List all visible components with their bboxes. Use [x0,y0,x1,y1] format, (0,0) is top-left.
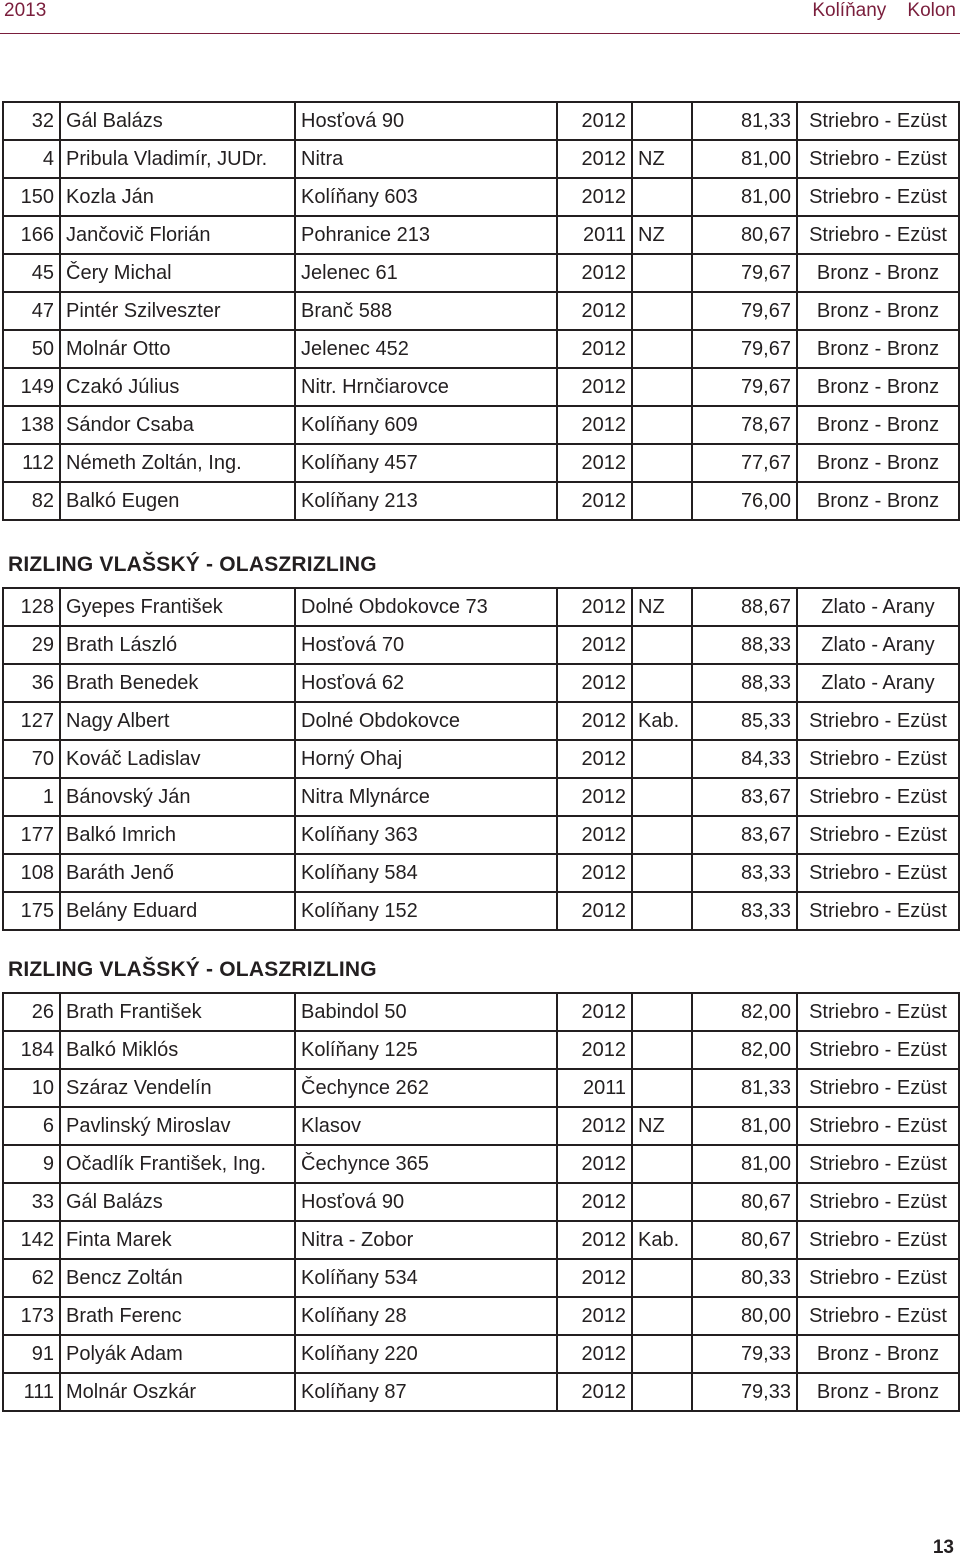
vintage-cell: 2012 [557,1259,632,1297]
note-cell [632,102,692,140]
location-cell: Hosťová 90 [295,1183,557,1221]
vintage-cell: 2012 [557,1145,632,1183]
table-row [3,406,959,444]
producer-name-cell: Molnár Oszkár [60,1373,295,1411]
note-cell [632,854,692,892]
medal-cell: Striebro - Ezüst [797,1297,959,1335]
vintage-cell: 2012 [557,816,632,854]
medal-cell: Bronz - Bronz [797,254,959,292]
location-cell: Klasov [295,1107,557,1145]
medal-cell: Striebro - Ezüst [797,1031,959,1069]
table-row [3,664,959,702]
table-row [3,1259,959,1297]
score-cell: 83,33 [692,854,797,892]
table-row [3,816,959,854]
location-cell: Jelenec 452 [295,330,557,368]
producer-name-cell: Gál Balázs [60,102,295,140]
vintage-cell: 2012 [557,740,632,778]
note-cell [632,892,692,930]
note-cell [632,1031,692,1069]
producer-name-cell: Bánovský Ján [60,778,295,816]
entry-number-cell: 10 [3,1069,60,1107]
location-cell: Kolíňany 363 [295,816,557,854]
vintage-cell: 2012 [557,1183,632,1221]
producer-name-cell: Jančovič Florián [60,216,295,254]
note-cell [632,664,692,702]
producer-name-cell: Očadlík František, Ing. [60,1145,295,1183]
producer-name-cell: Pavlinský Miroslav [60,1107,295,1145]
producer-name-cell: Baráth Jenő [60,854,295,892]
note-cell [632,816,692,854]
medal-cell: Striebro - Ezüst [797,1145,959,1183]
header-title: Kolíňany Kolon [812,0,956,21]
location-cell: Branč 588 [295,292,557,330]
score-cell: 80,67 [692,1183,797,1221]
entry-number-cell: 45 [3,254,60,292]
entry-number-cell: 149 [3,368,60,406]
vintage-cell: 2012 [557,140,632,178]
score-cell: 80,00 [692,1297,797,1335]
medal-cell: Bronz - Bronz [797,406,959,444]
score-cell: 79,67 [692,330,797,368]
producer-name-cell: Belány Eduard [60,892,295,930]
producer-name-cell: Balkó Eugen [60,482,295,520]
vintage-cell: 2012 [557,854,632,892]
medal-cell: Striebro - Ezüst [797,1221,959,1259]
note-cell [632,740,692,778]
location-cell: Kolíňany 534 [295,1259,557,1297]
entry-number-cell: 1 [3,778,60,816]
table-row [3,854,959,892]
score-cell: 84,33 [692,740,797,778]
producer-name-cell: Sándor Csaba [60,406,295,444]
producer-name-cell: Čery Michal [60,254,295,292]
location-cell: Hosťová 90 [295,102,557,140]
score-cell: 77,67 [692,444,797,482]
location-cell: Kolíňany 28 [295,1297,557,1335]
score-cell: 88,33 [692,664,797,702]
producer-name-cell: Brath Benedek [60,664,295,702]
table-row [3,1183,959,1221]
entry-number-cell: 9 [3,1145,60,1183]
entry-number-cell: 62 [3,1259,60,1297]
medal-cell: Striebro - Ezüst [797,1183,959,1221]
vintage-cell: 2012 [557,1373,632,1411]
entry-number-cell: 177 [3,816,60,854]
entry-number-cell: 29 [3,626,60,664]
table-row [3,1373,959,1411]
medal-cell: Striebro - Ezüst [797,892,959,930]
location-cell: Kolíňany 603 [295,178,557,216]
table-row [3,626,959,664]
producer-name-cell: Németh Zoltán, Ing. [60,444,295,482]
table-row [3,140,959,178]
table-row [3,778,959,816]
table-row [3,102,959,140]
location-cell: Čechynce 262 [295,1069,557,1107]
vintage-cell: 2012 [557,1297,632,1335]
producer-name-cell: Nagy Albert [60,702,295,740]
score-cell: 79,33 [692,1373,797,1411]
score-cell: 81,00 [692,1145,797,1183]
note-cell [632,482,692,520]
entry-number-cell: 32 [3,102,60,140]
score-cell: 80,67 [692,1221,797,1259]
score-cell: 83,67 [692,778,797,816]
entry-number-cell: 128 [3,588,60,626]
score-cell: 81,00 [692,178,797,216]
location-cell: Nitra - Zobor [295,1221,557,1259]
medal-cell: Striebro - Ezüst [797,102,959,140]
note-cell [632,292,692,330]
table-row [3,1297,959,1335]
score-cell: 88,33 [692,626,797,664]
note-cell [632,1297,692,1335]
vintage-cell: 2012 [557,1107,632,1145]
producer-name-cell: Polyák Adam [60,1335,295,1373]
entry-number-cell: 138 [3,406,60,444]
vintage-cell: 2012 [557,778,632,816]
vintage-cell: 2012 [557,330,632,368]
medal-cell: Zlato - Arany [797,588,959,626]
location-cell: Hosťová 62 [295,664,557,702]
location-cell: Babindol 50 [295,993,557,1031]
producer-name-cell: Czakó Július [60,368,295,406]
results-table-2 [2,587,960,931]
location-cell: Kolíňany 584 [295,854,557,892]
entry-number-cell: 173 [3,1297,60,1335]
vintage-cell: 2012 [557,368,632,406]
medal-cell: Bronz - Bronz [797,292,959,330]
note-cell [632,368,692,406]
location-cell: Kolíňany 125 [295,1031,557,1069]
page-header [0,0,960,24]
vintage-cell: 2012 [557,406,632,444]
note-cell: NZ [632,588,692,626]
entry-number-cell: 26 [3,993,60,1031]
vintage-cell: 2012 [557,1031,632,1069]
score-cell: 79,67 [692,254,797,292]
producer-name-cell: Brath László [60,626,295,664]
vintage-cell: 2012 [557,1221,632,1259]
vintage-cell: 2012 [557,1335,632,1373]
table-row [3,178,959,216]
table-row [3,482,959,520]
vintage-cell: 2012 [557,702,632,740]
note-cell [632,1069,692,1107]
producer-name-cell: Kozla Ján [60,178,295,216]
medal-cell: Bronz - Bronz [797,1373,959,1411]
score-cell: 85,33 [692,702,797,740]
vintage-cell: 2012 [557,178,632,216]
score-cell: 88,67 [692,588,797,626]
location-cell: Kolíňany 609 [295,406,557,444]
table-row [3,216,959,254]
vintage-cell: 2012 [557,292,632,330]
medal-cell: Striebro - Ezüst [797,816,959,854]
producer-name-cell: Finta Marek [60,1221,295,1259]
note-cell [632,1373,692,1411]
location-cell: Kolíňany 152 [295,892,557,930]
note-cell [632,1335,692,1373]
location-cell: Dolné Obdokovce 73 [295,588,557,626]
location-cell: Čechynce 365 [295,1145,557,1183]
score-cell: 76,00 [692,482,797,520]
table-row [3,330,959,368]
entry-number-cell: 6 [3,1107,60,1145]
vintage-cell: 2011 [557,216,632,254]
producer-name-cell: Gyepes František [60,588,295,626]
producer-name-cell: Bencz Zoltán [60,1259,295,1297]
vintage-cell: 2012 [557,626,632,664]
medal-cell: Bronz - Bronz [797,330,959,368]
score-cell: 82,00 [692,993,797,1031]
producer-name-cell: Balkó Imrich [60,816,295,854]
results-table-3 [2,992,960,1412]
medal-cell: Zlato - Arany [797,664,959,702]
medal-cell: Striebro - Ezüst [797,778,959,816]
score-cell: 81,33 [692,1069,797,1107]
score-cell: 82,00 [692,1031,797,1069]
entry-number-cell: 111 [3,1373,60,1411]
entry-number-cell: 108 [3,854,60,892]
score-cell: 81,33 [692,102,797,140]
score-cell: 81,00 [692,140,797,178]
note-cell: Kab. [632,702,692,740]
entry-number-cell: 150 [3,178,60,216]
medal-cell: Striebro - Ezüst [797,854,959,892]
results-table-1 [2,101,960,521]
entry-number-cell: 33 [3,1183,60,1221]
location-cell: Jelenec 61 [295,254,557,292]
section-title-2: RIZLING VLAŠSKÝ - OLASZRIZLING [8,958,377,981]
vintage-cell: 2012 [557,254,632,292]
page-number: 13 [932,1537,954,1558]
producer-name-cell: Pintér Szilveszter [60,292,295,330]
location-cell: Dolné Obdokovce [295,702,557,740]
section-title-1: RIZLING VLAŠSKÝ - OLASZRIZLING [8,553,377,576]
producer-name-cell: Brath František [60,993,295,1031]
table-row [3,1031,959,1069]
medal-cell: Bronz - Bronz [797,444,959,482]
entry-number-cell: 184 [3,1031,60,1069]
entry-number-cell: 70 [3,740,60,778]
score-cell: 83,33 [692,892,797,930]
table-row [3,292,959,330]
producer-name-cell: Brath Ferenc [60,1297,295,1335]
score-cell: 83,67 [692,816,797,854]
note-cell: NZ [632,216,692,254]
location-cell: Kolíňany 213 [295,482,557,520]
location-cell: Nitr. Hrnčiarovce [295,368,557,406]
table-row [3,1107,959,1145]
note-cell [632,1145,692,1183]
note-cell [632,993,692,1031]
location-cell: Kolíňany 457 [295,444,557,482]
table-row [3,702,959,740]
note-cell [632,626,692,664]
vintage-cell: 2012 [557,444,632,482]
producer-name-cell: Molnár Otto [60,330,295,368]
location-cell: Kolíňany 87 [295,1373,557,1411]
producer-name-cell: Száraz Vendelín [60,1069,295,1107]
header-year: 2013 [4,0,47,21]
medal-cell: Bronz - Bronz [797,1335,959,1373]
location-cell: Horný Ohaj [295,740,557,778]
entry-number-cell: 142 [3,1221,60,1259]
table-row [3,993,959,1031]
medal-cell: Bronz - Bronz [797,368,959,406]
entry-number-cell: 47 [3,292,60,330]
note-cell [632,1183,692,1221]
note-cell [632,1259,692,1297]
note-cell [632,778,692,816]
location-cell: Hosťová 70 [295,626,557,664]
table-row [3,892,959,930]
medal-cell: Striebro - Ezüst [797,140,959,178]
medal-cell: Striebro - Ezüst [797,1259,959,1297]
score-cell: 80,33 [692,1259,797,1297]
score-cell: 80,67 [692,216,797,254]
vintage-cell: 2012 [557,993,632,1031]
note-cell: NZ [632,140,692,178]
location-cell: Nitra Mlynárce [295,778,557,816]
producer-name-cell: Kováč Ladislav [60,740,295,778]
location-cell: Nitra [295,140,557,178]
entry-number-cell: 82 [3,482,60,520]
entry-number-cell: 36 [3,664,60,702]
producer-name-cell: Pribula Vladimír, JUDr. [60,140,295,178]
medal-cell: Striebro - Ezüst [797,993,959,1031]
medal-cell: Striebro - Ezüst [797,216,959,254]
entry-number-cell: 175 [3,892,60,930]
entry-number-cell: 50 [3,330,60,368]
producer-name-cell: Gál Balázs [60,1183,295,1221]
note-cell: NZ [632,1107,692,1145]
producer-name-cell: Balkó Miklós [60,1031,295,1069]
table-row [3,1069,959,1107]
location-cell: Pohranice 213 [295,216,557,254]
medal-cell: Striebro - Ezüst [797,1107,959,1145]
entry-number-cell: 127 [3,702,60,740]
vintage-cell: 2011 [557,1069,632,1107]
note-cell [632,178,692,216]
table-row [3,1145,959,1183]
vintage-cell: 2012 [557,482,632,520]
score-cell: 81,00 [692,1107,797,1145]
score-cell: 79,33 [692,1335,797,1373]
vintage-cell: 2012 [557,102,632,140]
medal-cell: Striebro - Ezüst [797,1069,959,1107]
vintage-cell: 2012 [557,588,632,626]
table-row [3,444,959,482]
table-row [3,1335,959,1373]
entry-number-cell: 91 [3,1335,60,1373]
score-cell: 79,67 [692,292,797,330]
medal-cell: Striebro - Ezüst [797,740,959,778]
table-row [3,740,959,778]
medal-cell: Striebro - Ezüst [797,702,959,740]
header-divider [0,33,960,34]
entry-number-cell: 166 [3,216,60,254]
table-row [3,368,959,406]
note-cell [632,254,692,292]
note-cell [632,330,692,368]
medal-cell: Zlato - Arany [797,626,959,664]
note-cell: Kab. [632,1221,692,1259]
table-row [3,254,959,292]
note-cell [632,406,692,444]
score-cell: 78,67 [692,406,797,444]
note-cell [632,444,692,482]
medal-cell: Bronz - Bronz [797,482,959,520]
entry-number-cell: 4 [3,140,60,178]
entry-number-cell: 112 [3,444,60,482]
table-row [3,1221,959,1259]
medal-cell: Striebro - Ezüst [797,178,959,216]
location-cell: Kolíňany 220 [295,1335,557,1373]
score-cell: 79,67 [692,368,797,406]
vintage-cell: 2012 [557,892,632,930]
table-row [3,588,959,626]
vintage-cell: 2012 [557,664,632,702]
